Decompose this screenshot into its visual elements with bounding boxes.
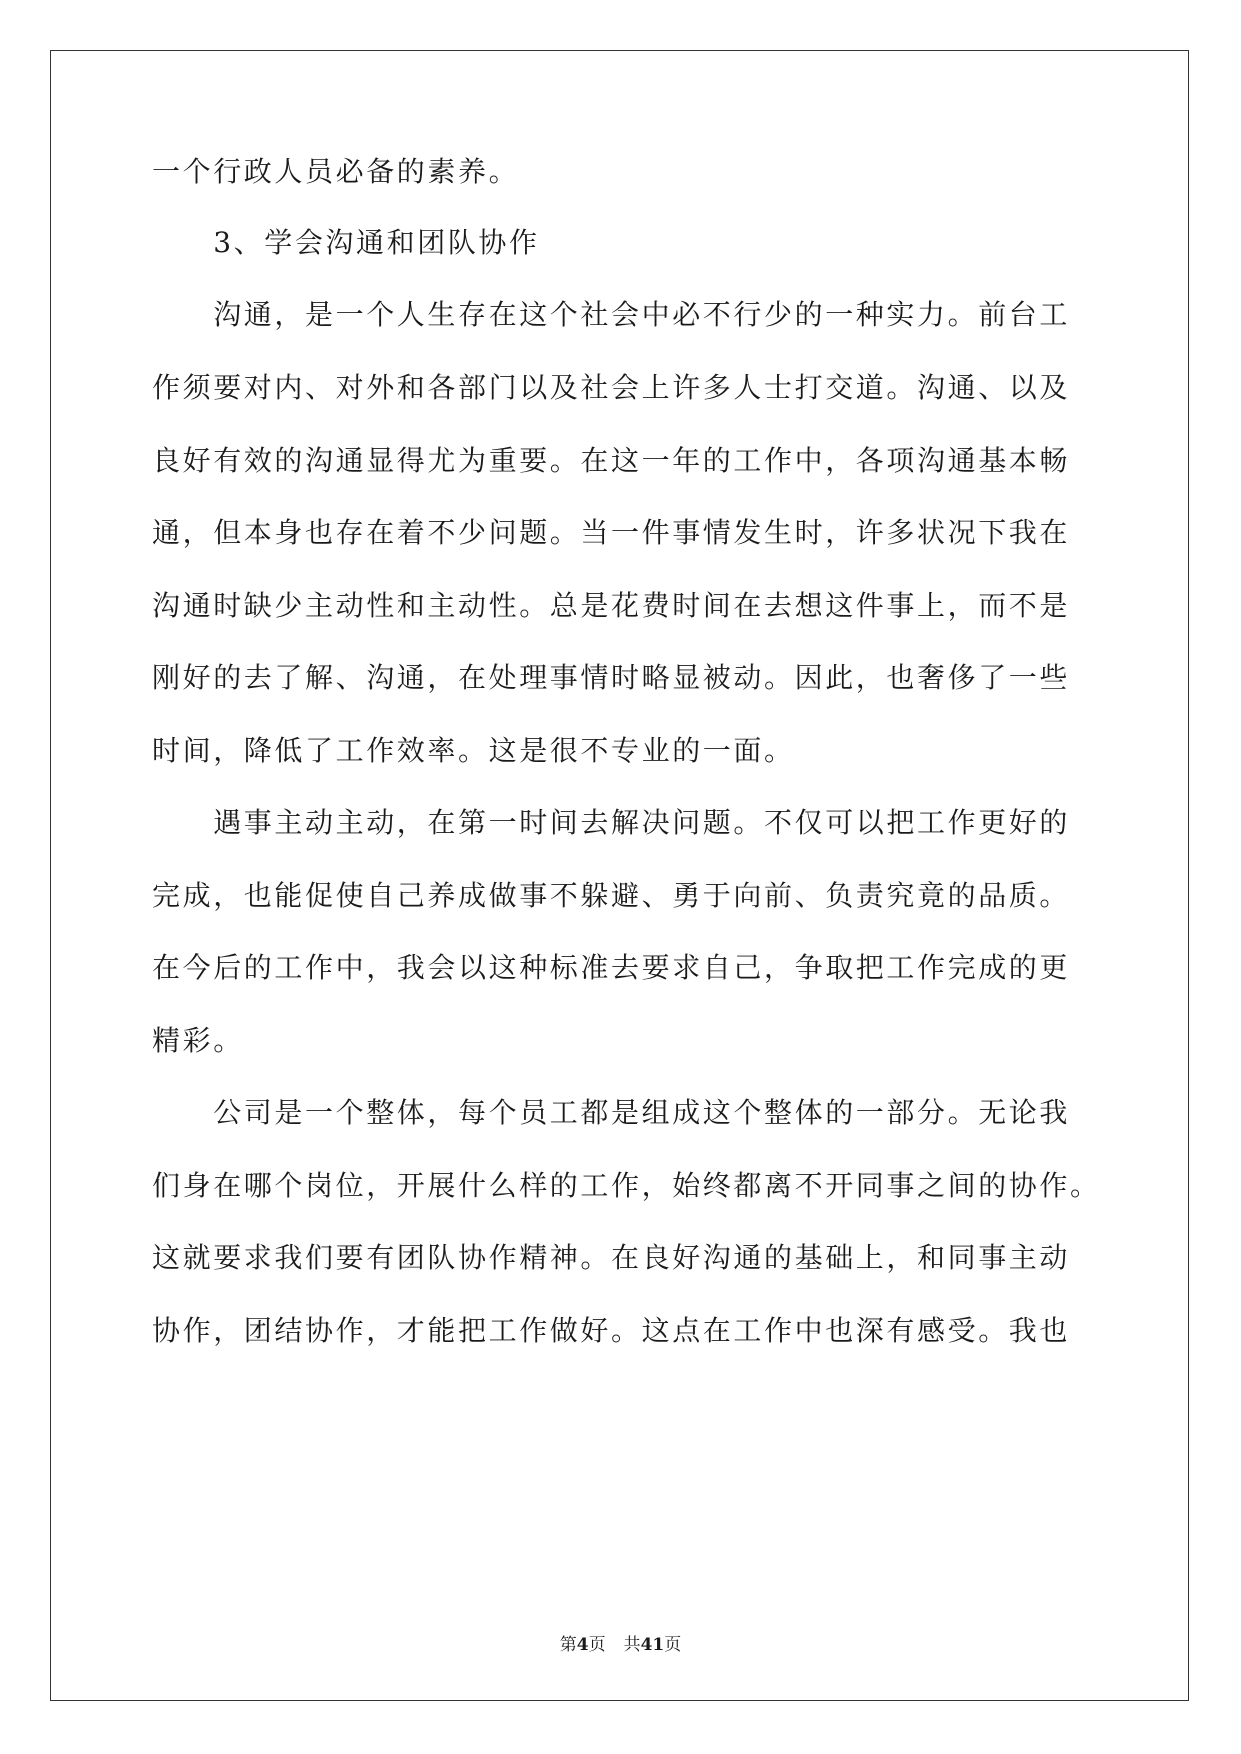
text-line: 们身在哪个岗位，开展什么样的工作，始终都离不开同事之间的协作。 [152,1169,1101,1202]
text-line: 这就要求我们要有团队协作精神。在良好沟通的基础上，和同事主动 [152,1241,1071,1274]
text-line: 完成，也能促使自己养成做事不躲避、勇于向前、负责究竟的品质。 [152,879,1071,912]
text-line: 通，但本身也存在着不少问题。当一件事情发生时，许多状况下我在 [152,516,1071,549]
page-suffix: 页 [588,1635,606,1655]
text-line: 作须要对内、对外和各部门以及社会上许多人士打交道。沟通、以及 [152,371,1071,404]
text-line: 一个行政人员必备的素养。 [152,155,520,188]
text-line: 公司是一个整体，每个员工都是组成这个整体的一部分。无论我 [152,1096,1071,1129]
total-suffix: 页 [664,1635,682,1655]
text-line: 刚好的去了解、沟通，在处理事情时略显被动。因此，也奢侈了一些 [152,661,1071,694]
total-prefix: 共 [623,1635,641,1655]
page-prefix: 第 [559,1635,577,1655]
text-line: 时间，降低了工作效率。这是很不专业的一面。 [152,734,795,767]
text-line: 沟通，是一个人生存在这个社会中必不行少的一种实力。前台工 [152,298,1071,331]
page-number: 4 [576,1635,589,1655]
text-line: 在今后的工作中，我会以这种标准去要求自己，争取把工作完成的更 [152,951,1071,984]
text-line: 精彩。 [152,1024,244,1057]
section-heading: 3、学会沟通和团队协作 [152,226,540,259]
text-line: 协作，团结协作，才能把工作做好。这点在工作中也深有感受。我也 [152,1314,1071,1347]
total-pages: 41 [640,1635,665,1655]
page-footer [0,1634,1241,1656]
text-line: 沟通时缺少主动性和主动性。总是花费时间在去想这件事上，而不是 [152,589,1071,622]
text-line: 遇事主动主动，在第一时间去解决问题。不仅可以把工作更好的 [152,806,1071,839]
text-line: 良好有效的沟通显得尤为重要。在这一年的工作中，各项沟通基本畅 [152,444,1071,477]
